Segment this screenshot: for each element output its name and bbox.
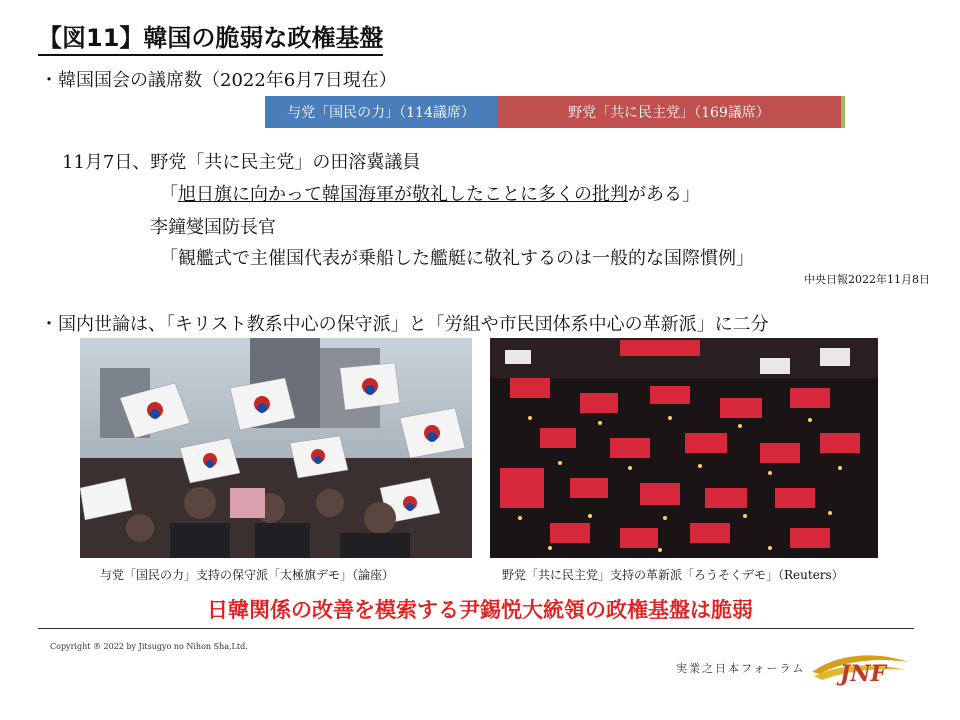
statement2-quote: 「観艦式で主催国代表が乗船した艦艇に敬礼するのは一般的な国際慣例」 [160,248,754,269]
photo-candlelight-rally [490,338,878,558]
source-citation: 中央日報2022年11月8日 [804,273,930,286]
photo-right-caption: 野党「共に民主党」支持の革新派「ろうそくデモ」（Reuters） [502,568,844,582]
slide-title: 【図11】韓国の脆弱な政権基盤 [38,18,383,56]
statement1-underlined: 旭日旗に向かって韓国海軍が敬礼したことに多くの批判 [178,184,628,205]
copyright-notice: Copyright ® 2022 by Jitsugyo no Nihon Sha,Ltd. [50,642,248,651]
statement1-close: がある」 [628,184,700,205]
brand-name: 実業之日本フォーラム [676,662,806,675]
statement1-open: 「 [160,184,178,205]
photo-flag-rally [80,338,472,558]
statement1-quote [160,180,700,206]
jnf-logo [810,648,910,692]
statement1-intro: 11月7日、野党「共に民主党」の田溶冀議員 [62,152,421,173]
svg-text:JNF: JNF [840,661,887,687]
photo-left-caption: 与党「国民の力」支持の保守派「太極旗デモ」（論座） [100,568,395,582]
statement2-intro: 李鐘燮国防長官 [150,217,276,238]
footer-divider [38,628,914,629]
bullet-seat-count: ・韓国国会の議席数（2022年6月7日現在） [40,70,397,91]
seat-bar-chart [265,96,845,128]
conclusion-text: 日韓関係の改善を模索する尹錫悦大統領の政権基盤は脆弱 [207,598,753,622]
seat-bar-opposition: 野党「共に民主党」（169議席） [497,96,841,128]
seat-bar-ruling: 与党「国民の力」（114議席） [265,96,497,128]
bullet-public-opinion: ・国内世論は、「キリスト教系中心の保守派」と「労組や市民団体系中心の革新派」に二分 [40,314,769,335]
seat-bar-other [841,96,845,128]
